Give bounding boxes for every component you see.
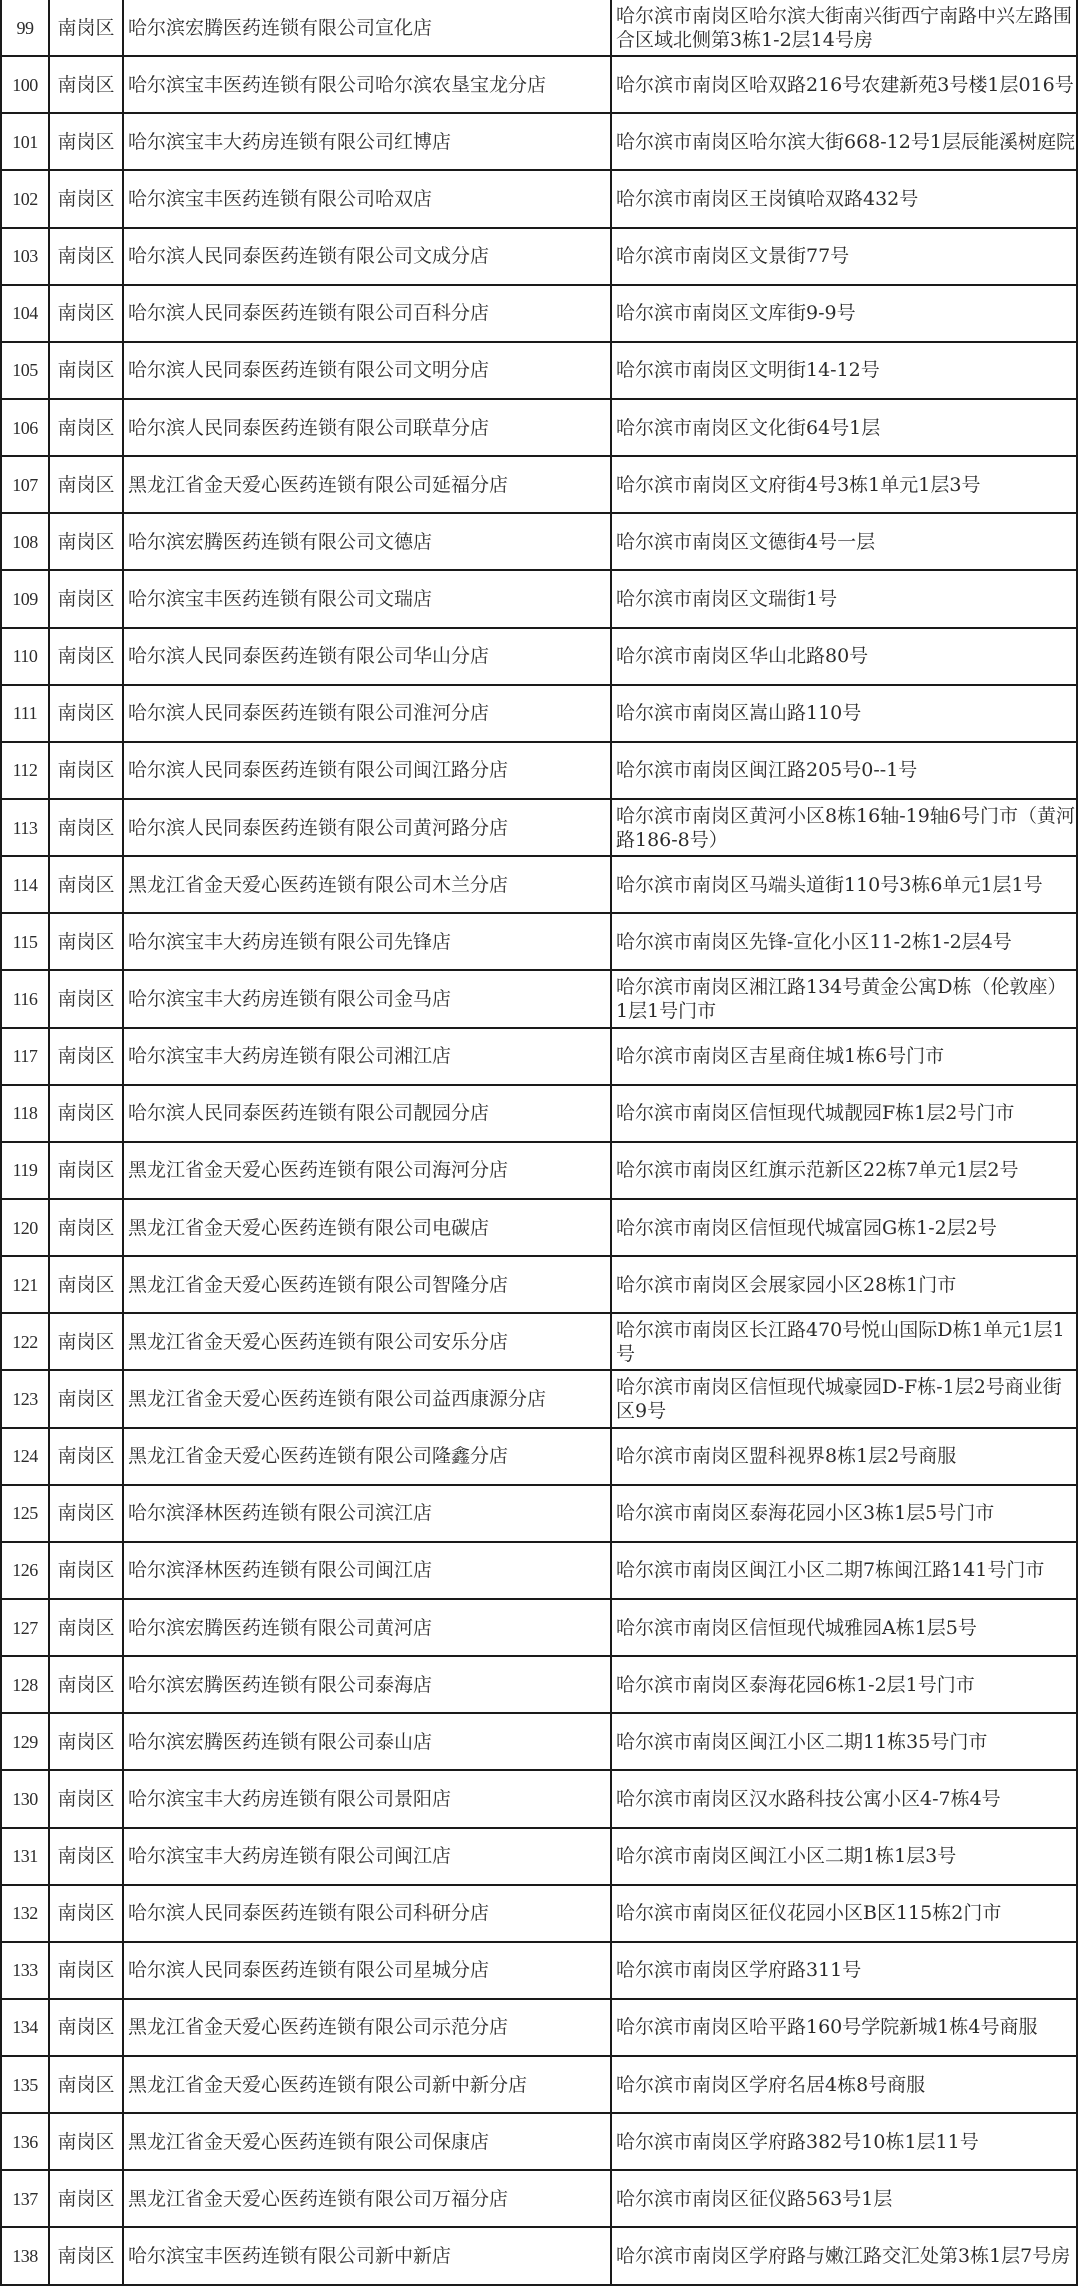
store-name-cell: 哈尔滨泽林医药连锁有限公司闽江店 — [123, 1542, 611, 1599]
table-row — [2, 513, 1078, 570]
row-number-cell: 132 — [2, 1885, 49, 1942]
address-cell: 哈尔滨市南岗区黄河小区8栋16轴-19轴6号门市（黄河路186-8号） — [611, 799, 1078, 856]
district-cell: 南岗区 — [49, 228, 123, 285]
row-number-cell: 131 — [2, 1828, 49, 1885]
address-cell: 哈尔滨市南岗区泰海花园6栋1-2层1号门市 — [611, 1656, 1078, 1713]
store-name-cell: 哈尔滨人民同泰医药连锁有限公司科研分店 — [123, 1885, 611, 1942]
row-number-cell: 124 — [2, 1428, 49, 1485]
row-number-cell: 122 — [2, 1313, 49, 1370]
district-cell: 南岗区 — [49, 399, 123, 456]
store-name-cell: 哈尔滨宏腾医药连锁有限公司黄河店 — [123, 1599, 611, 1656]
table-row — [2, 1885, 1078, 1942]
row-number-cell: 127 — [2, 1599, 49, 1656]
address-cell: 哈尔滨市南岗区哈尔滨大街668-12号1层辰能溪树庭院 — [611, 113, 1078, 170]
store-name-cell: 哈尔滨宝丰医药连锁有限公司新中新店 — [123, 2227, 611, 2284]
store-name-cell: 黑龙江省金天爱心医药连锁有限公司益西康源分店 — [123, 1370, 611, 1427]
address-cell: 哈尔滨市南岗区嵩山路110号 — [611, 685, 1078, 742]
address-cell: 哈尔滨市南岗区文库街9-9号 — [611, 285, 1078, 342]
store-name-cell: 哈尔滨宝丰大药房连锁有限公司红博店 — [123, 113, 611, 170]
district-cell: 南岗区 — [49, 2170, 123, 2227]
address-cell: 哈尔滨市南岗区吉星商住城1栋6号门市 — [611, 1028, 1078, 1085]
address-cell: 哈尔滨市南岗区华山北路80号 — [611, 628, 1078, 685]
address-cell: 哈尔滨市南岗区信恒现代城雅园A栋1层5号 — [611, 1599, 1078, 1656]
table-row — [2, 2227, 1078, 2284]
district-cell: 南岗区 — [49, 113, 123, 170]
district-cell: 南岗区 — [49, 1428, 123, 1485]
row-number-cell: 115 — [2, 913, 49, 970]
district-cell: 南岗区 — [49, 1599, 123, 1656]
district-cell: 南岗区 — [49, 1142, 123, 1199]
table-row — [2, 1713, 1078, 1770]
row-number-cell: 104 — [2, 285, 49, 342]
store-name-cell: 黑龙江省金天爱心医药连锁有限公司海河分店 — [123, 1142, 611, 1199]
district-cell: 南岗区 — [49, 1942, 123, 1999]
row-number-cell: 113 — [2, 799, 49, 856]
district-cell: 南岗区 — [49, 742, 123, 799]
district-cell: 南岗区 — [49, 628, 123, 685]
row-number-cell: 112 — [2, 742, 49, 799]
row-number-cell: 110 — [2, 628, 49, 685]
row-number-cell: 102 — [2, 170, 49, 227]
store-name-cell: 哈尔滨泽林医药连锁有限公司滨江店 — [123, 1485, 611, 1542]
table-row — [2, 1999, 1078, 2056]
store-name-cell: 哈尔滨人民同泰医药连锁有限公司文成分店 — [123, 228, 611, 285]
store-name-cell: 哈尔滨人民同泰医药连锁有限公司联草分店 — [123, 399, 611, 456]
address-cell: 哈尔滨市南岗区哈尔滨大街南兴街西宁南路中兴左路围合区域北侧第3栋1-2层14号房 — [611, 0, 1078, 56]
row-number-cell: 136 — [2, 2113, 49, 2170]
row-number-cell: 138 — [2, 2227, 49, 2284]
district-cell: 南岗区 — [49, 1313, 123, 1370]
table-row — [2, 913, 1078, 970]
table-row — [2, 1085, 1078, 1142]
district-cell: 南岗区 — [49, 1885, 123, 1942]
table-row — [2, 685, 1078, 742]
store-name-cell: 哈尔滨人民同泰医药连锁有限公司靓园分店 — [123, 1085, 611, 1142]
address-cell: 哈尔滨市南岗区马端头道街110号3栋6单元1层1号 — [611, 856, 1078, 913]
store-name-cell: 哈尔滨人民同泰医药连锁有限公司华山分店 — [123, 628, 611, 685]
address-cell: 哈尔滨市南岗区信恒现代城豪园D-F栋-1层2号商业街区9号 — [611, 1370, 1078, 1427]
row-number-cell: 130 — [2, 1770, 49, 1827]
district-cell: 南岗区 — [49, 342, 123, 399]
district-cell: 南岗区 — [49, 1656, 123, 1713]
district-cell: 南岗区 — [49, 1085, 123, 1142]
address-cell: 哈尔滨市南岗区学府路382号10栋1层11号 — [611, 2113, 1078, 2170]
row-number-cell: 100 — [2, 56, 49, 113]
address-cell: 哈尔滨市南岗区信恒现代城富园G栋1-2层2号 — [611, 1199, 1078, 1256]
store-name-cell: 哈尔滨宝丰大药房连锁有限公司景阳店 — [123, 1770, 611, 1827]
table-row — [2, 1942, 1078, 1999]
store-name-cell: 哈尔滨人民同泰医药连锁有限公司文明分店 — [123, 342, 611, 399]
table-row — [2, 399, 1078, 456]
store-name-cell: 黑龙江省金天爱心医药连锁有限公司安乐分店 — [123, 1313, 611, 1370]
table-row — [2, 1313, 1078, 1370]
district-cell: 南岗区 — [49, 1770, 123, 1827]
row-number-cell: 101 — [2, 113, 49, 170]
row-number-cell: 129 — [2, 1713, 49, 1770]
row-number-cell: 118 — [2, 1085, 49, 1142]
row-number-cell: 125 — [2, 1485, 49, 1542]
district-cell: 南岗区 — [49, 1028, 123, 1085]
row-number-cell: 116 — [2, 970, 49, 1027]
district-cell: 南岗区 — [49, 513, 123, 570]
row-number-cell: 105 — [2, 342, 49, 399]
table-row — [2, 1485, 1078, 1542]
address-cell: 哈尔滨市南岗区哈双路216号农建新苑3号楼1层016号 — [611, 56, 1078, 113]
address-cell: 哈尔滨市南岗区会展家园小区28栋1门市 — [611, 1256, 1078, 1313]
address-cell: 哈尔滨市南岗区信恒现代城靓园F栋1层2号门市 — [611, 1085, 1078, 1142]
district-cell: 南岗区 — [49, 913, 123, 970]
district-cell: 南岗区 — [49, 570, 123, 627]
store-name-cell: 哈尔滨宝丰医药连锁有限公司哈尔滨农垦宝龙分店 — [123, 56, 611, 113]
row-number-cell: 108 — [2, 513, 49, 570]
address-cell: 哈尔滨市南岗区哈平路160号学院新城1栋4号商服 — [611, 1999, 1078, 2056]
address-cell: 哈尔滨市南岗区先锋-宣化小区11-2栋1-2层4号 — [611, 913, 1078, 970]
table-row — [2, 1256, 1078, 1313]
row-number-cell: 99 — [2, 0, 49, 56]
address-cell: 哈尔滨市南岗区盟科视界8栋1层2号商服 — [611, 1428, 1078, 1485]
address-cell: 哈尔滨市南岗区湘江路134号黄金公寓D栋（伦敦座）1层1号门市 — [611, 970, 1078, 1027]
pharmacy-list-table — [2, 0, 1078, 2286]
row-number-cell: 107 — [2, 456, 49, 513]
address-cell: 哈尔滨市南岗区文明街14-12号 — [611, 342, 1078, 399]
store-name-cell: 哈尔滨宏腾医药连锁有限公司文德店 — [123, 513, 611, 570]
store-name-cell: 哈尔滨宏腾医药连锁有限公司宣化店 — [123, 0, 611, 56]
table-row — [2, 2170, 1078, 2227]
table-row — [2, 1656, 1078, 1713]
table-row — [2, 742, 1078, 799]
address-cell: 哈尔滨市南岗区征仪花园小区B区115栋2门市 — [611, 1885, 1078, 1942]
table-row — [2, 2113, 1078, 2170]
district-cell: 南岗区 — [49, 1713, 123, 1770]
row-number-cell: 121 — [2, 1256, 49, 1313]
district-cell: 南岗区 — [49, 170, 123, 227]
address-cell: 哈尔滨市南岗区闽江路205号0--1号 — [611, 742, 1078, 799]
district-cell: 南岗区 — [49, 685, 123, 742]
table-row — [2, 1142, 1078, 1199]
store-name-cell: 哈尔滨宝丰大药房连锁有限公司闽江店 — [123, 1828, 611, 1885]
store-name-cell: 哈尔滨宝丰医药连锁有限公司文瑞店 — [123, 570, 611, 627]
store-name-cell: 哈尔滨宝丰医药连锁有限公司哈双店 — [123, 170, 611, 227]
store-name-cell: 哈尔滨人民同泰医药连锁有限公司百科分店 — [123, 285, 611, 342]
district-cell: 南岗区 — [49, 1256, 123, 1313]
district-cell: 南岗区 — [49, 456, 123, 513]
address-cell: 哈尔滨市南岗区文府街4号3栋1单元1层3号 — [611, 456, 1078, 513]
row-number-cell: 119 — [2, 1142, 49, 1199]
store-name-cell: 哈尔滨人民同泰医药连锁有限公司黄河路分店 — [123, 799, 611, 856]
row-number-cell: 134 — [2, 1999, 49, 2056]
store-name-cell: 哈尔滨宏腾医药连锁有限公司泰海店 — [123, 1656, 611, 1713]
address-cell: 哈尔滨市南岗区学府路与嫩江路交汇处第3栋1层7号房 — [611, 2227, 1078, 2284]
store-name-cell: 哈尔滨宝丰大药房连锁有限公司金马店 — [123, 970, 611, 1027]
store-name-cell: 黑龙江省金天爱心医药连锁有限公司电碳店 — [123, 1199, 611, 1256]
address-cell: 哈尔滨市南岗区王岗镇哈双路432号 — [611, 170, 1078, 227]
address-cell: 哈尔滨市南岗区闽江小区二期1栋1层3号 — [611, 1828, 1078, 1885]
table-row — [2, 456, 1078, 513]
address-cell: 哈尔滨市南岗区文景街77号 — [611, 228, 1078, 285]
table-row — [2, 1542, 1078, 1599]
district-cell: 南岗区 — [49, 1199, 123, 1256]
store-name-cell: 哈尔滨宝丰大药房连锁有限公司湘江店 — [123, 1028, 611, 1085]
table-row — [2, 1370, 1078, 1427]
row-number-cell: 128 — [2, 1656, 49, 1713]
table-row — [2, 1770, 1078, 1827]
row-number-cell: 114 — [2, 856, 49, 913]
store-name-cell: 哈尔滨人民同泰医药连锁有限公司星城分店 — [123, 1942, 611, 1999]
store-name-cell: 哈尔滨宏腾医药连锁有限公司泰山店 — [123, 1713, 611, 1770]
address-cell: 哈尔滨市南岗区征仪路563号1层 — [611, 2170, 1078, 2227]
table-row — [2, 56, 1078, 113]
row-number-cell: 106 — [2, 399, 49, 456]
district-cell: 南岗区 — [49, 970, 123, 1027]
district-cell: 南岗区 — [49, 56, 123, 113]
address-cell: 哈尔滨市南岗区闽江小区二期11栋35号门市 — [611, 1713, 1078, 1770]
district-cell: 南岗区 — [49, 1542, 123, 1599]
store-name-cell: 黑龙江省金天爱心医药连锁有限公司保康店 — [123, 2113, 611, 2170]
row-number-cell: 120 — [2, 1199, 49, 1256]
address-cell: 哈尔滨市南岗区学府名居4栋8号商服 — [611, 2056, 1078, 2113]
row-number-cell: 103 — [2, 228, 49, 285]
table-row — [2, 570, 1078, 627]
district-cell: 南岗区 — [49, 856, 123, 913]
table-row — [2, 1028, 1078, 1085]
table-row — [2, 628, 1078, 685]
store-name-cell: 哈尔滨人民同泰医药连锁有限公司淮河分店 — [123, 685, 611, 742]
table-row — [2, 0, 1078, 56]
district-cell: 南岗区 — [49, 0, 123, 56]
store-name-cell: 黑龙江省金天爱心医药连锁有限公司智隆分店 — [123, 1256, 611, 1313]
row-number-cell: 117 — [2, 1028, 49, 1085]
table-row — [2, 970, 1078, 1027]
address-cell: 哈尔滨市南岗区泰海花园小区3栋1层5号门市 — [611, 1485, 1078, 1542]
address-cell: 哈尔滨市南岗区红旗示范新区22栋7单元1层2号 — [611, 1142, 1078, 1199]
row-number-cell: 126 — [2, 1542, 49, 1599]
district-cell: 南岗区 — [49, 1828, 123, 1885]
table-row — [2, 799, 1078, 856]
address-cell: 哈尔滨市南岗区汉水路科技公寓小区4-7栋4号 — [611, 1770, 1078, 1827]
table-row — [2, 1828, 1078, 1885]
store-name-cell: 黑龙江省金天爱心医药连锁有限公司延福分店 — [123, 456, 611, 513]
address-cell: 哈尔滨市南岗区文化街64号1层 — [611, 399, 1078, 456]
table-row — [2, 1199, 1078, 1256]
row-number-cell: 109 — [2, 570, 49, 627]
table-row — [2, 113, 1078, 170]
address-cell: 哈尔滨市南岗区文德街4号一层 — [611, 513, 1078, 570]
store-name-cell: 黑龙江省金天爱心医药连锁有限公司木兰分店 — [123, 856, 611, 913]
table-row — [2, 342, 1078, 399]
store-name-cell: 黑龙江省金天爱心医药连锁有限公司万福分店 — [123, 2170, 611, 2227]
store-name-cell: 哈尔滨宝丰大药房连锁有限公司先锋店 — [123, 913, 611, 970]
table-row — [2, 170, 1078, 227]
table-row — [2, 856, 1078, 913]
district-cell: 南岗区 — [49, 1999, 123, 2056]
district-cell: 南岗区 — [49, 2113, 123, 2170]
row-number-cell: 137 — [2, 2170, 49, 2227]
district-cell: 南岗区 — [49, 285, 123, 342]
table-row — [2, 285, 1078, 342]
row-number-cell: 111 — [2, 685, 49, 742]
store-name-cell: 黑龙江省金天爱心医药连锁有限公司新中新分店 — [123, 2056, 611, 2113]
row-number-cell: 123 — [2, 1370, 49, 1427]
table-row — [2, 228, 1078, 285]
address-cell: 哈尔滨市南岗区文瑞街1号 — [611, 570, 1078, 627]
store-name-cell: 黑龙江省金天爱心医药连锁有限公司示范分店 — [123, 1999, 611, 2056]
address-cell: 哈尔滨市南岗区长江路470号悦山国际D栋1单元1层1号 — [611, 1313, 1078, 1370]
row-number-cell: 135 — [2, 2056, 49, 2113]
district-cell: 南岗区 — [49, 1370, 123, 1427]
address-cell: 哈尔滨市南岗区闽江小区二期7栋闽江路141号门市 — [611, 1542, 1078, 1599]
district-cell: 南岗区 — [49, 799, 123, 856]
district-cell: 南岗区 — [49, 2056, 123, 2113]
table-row — [2, 1599, 1078, 1656]
district-cell: 南岗区 — [49, 2227, 123, 2284]
store-name-cell: 哈尔滨人民同泰医药连锁有限公司闽江路分店 — [123, 742, 611, 799]
row-number-cell: 133 — [2, 1942, 49, 1999]
table-row — [2, 1428, 1078, 1485]
store-name-cell: 黑龙江省金天爱心医药连锁有限公司隆鑫分店 — [123, 1428, 611, 1485]
address-cell: 哈尔滨市南岗区学府路311号 — [611, 1942, 1078, 1999]
table-body — [2, 0, 1078, 2285]
table-row — [2, 2056, 1078, 2113]
district-cell: 南岗区 — [49, 1485, 123, 1542]
